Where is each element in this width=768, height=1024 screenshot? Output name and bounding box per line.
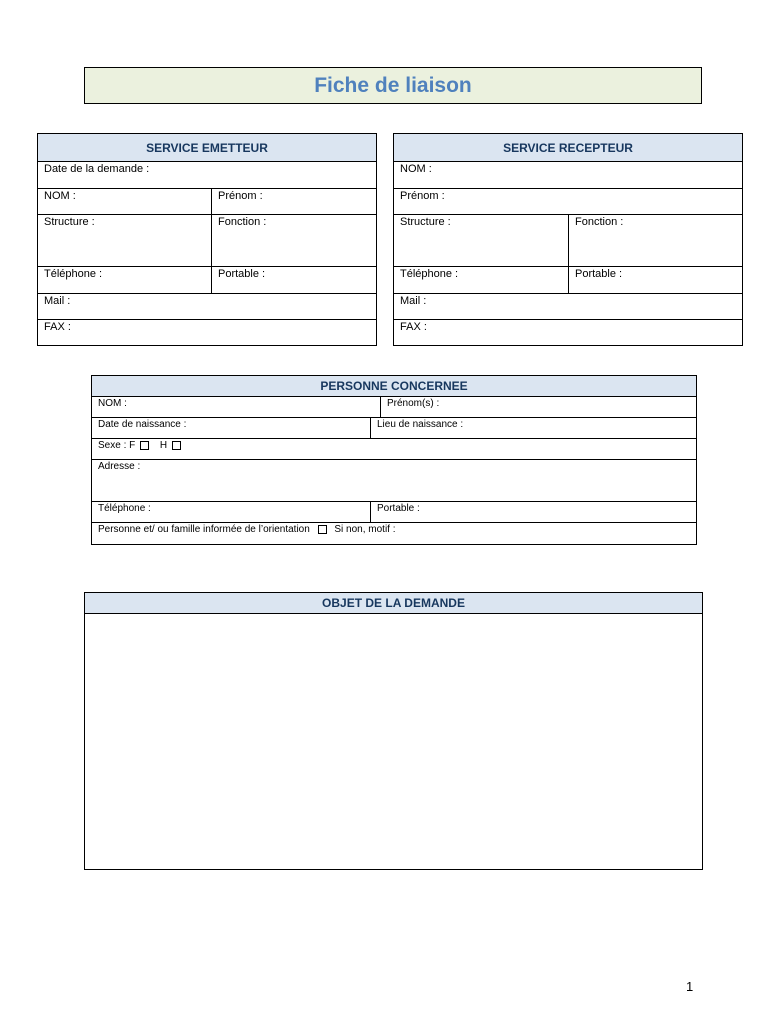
- emetteur-mail-field[interactable]: Mail :: [38, 294, 377, 320]
- sexe-h-checkbox[interactable]: [172, 441, 181, 450]
- si-non-motif-field[interactable]: Si non, motif :: [334, 524, 396, 535]
- recepteur-structure-field[interactable]: Structure :: [394, 215, 569, 267]
- objet-demande-box: [84, 592, 703, 870]
- recepteur-portable-field[interactable]: Portable :: [569, 267, 743, 294]
- personne-portable-field[interactable]: Portable :: [371, 502, 697, 523]
- service-recepteur-header: SERVICE RECEPTEUR: [394, 134, 743, 162]
- personne-concernee-table: [91, 375, 697, 545]
- page-number: 1: [686, 979, 694, 994]
- emetteur-nom-field[interactable]: NOM :: [38, 189, 212, 215]
- recepteur-fonction-field[interactable]: Fonction :: [569, 215, 743, 267]
- objet-demande-title: OBJET DE LA DEMANDE: [322, 596, 465, 610]
- emetteur-fonction-field[interactable]: Fonction :: [212, 215, 377, 267]
- emetteur-prenom-field[interactable]: Prénom :: [212, 189, 377, 215]
- personne-telephone-field[interactable]: Téléphone :: [92, 502, 371, 523]
- personne-nom-field[interactable]: NOM :: [92, 397, 381, 418]
- date-naissance-field[interactable]: Date de naissance :: [92, 418, 371, 439]
- lieu-naissance-field[interactable]: Lieu de naissance :: [371, 418, 697, 439]
- recepteur-telephone-field[interactable]: Téléphone :: [394, 267, 569, 294]
- sexe-row: [92, 439, 697, 460]
- sexe-f-checkbox[interactable]: [140, 441, 149, 450]
- personne-prenoms-field[interactable]: Prénom(s) :: [381, 397, 697, 418]
- emetteur-portable-field[interactable]: Portable :: [212, 267, 377, 294]
- service-recepteur-table: [393, 133, 743, 346]
- informee-label: Personne et/ ou famille informée de l’orientation: [98, 524, 310, 535]
- sexe-h-label: H: [159, 440, 168, 451]
- recepteur-mail-field[interactable]: Mail :: [394, 294, 743, 320]
- orientation-row: [92, 523, 697, 545]
- date-demande-field[interactable]: Date de la demande :: [38, 162, 377, 189]
- emetteur-structure-field[interactable]: Structure :: [38, 215, 212, 267]
- recepteur-fax-field[interactable]: FAX :: [394, 320, 743, 346]
- title-box: [84, 67, 702, 104]
- service-emetteur-header: SERVICE EMETTEUR: [38, 134, 377, 162]
- page-title: Fiche de liaison: [314, 73, 472, 97]
- service-emetteur-table: [37, 133, 377, 346]
- sexe-label: Sexe : F: [98, 440, 136, 451]
- recepteur-nom-field[interactable]: NOM :: [394, 162, 743, 189]
- recepteur-prenom-field[interactable]: Prénom :: [394, 189, 743, 215]
- emetteur-telephone-field[interactable]: Téléphone :: [38, 267, 212, 294]
- informee-checkbox[interactable]: [318, 525, 327, 534]
- personne-concernee-header: PERSONNE CONCERNEE: [92, 376, 697, 397]
- objet-demande-textarea[interactable]: [85, 614, 702, 870]
- objet-demande-header: [85, 593, 702, 614]
- adresse-field[interactable]: Adresse :: [92, 460, 697, 502]
- emetteur-fax-field[interactable]: FAX :: [38, 320, 377, 346]
